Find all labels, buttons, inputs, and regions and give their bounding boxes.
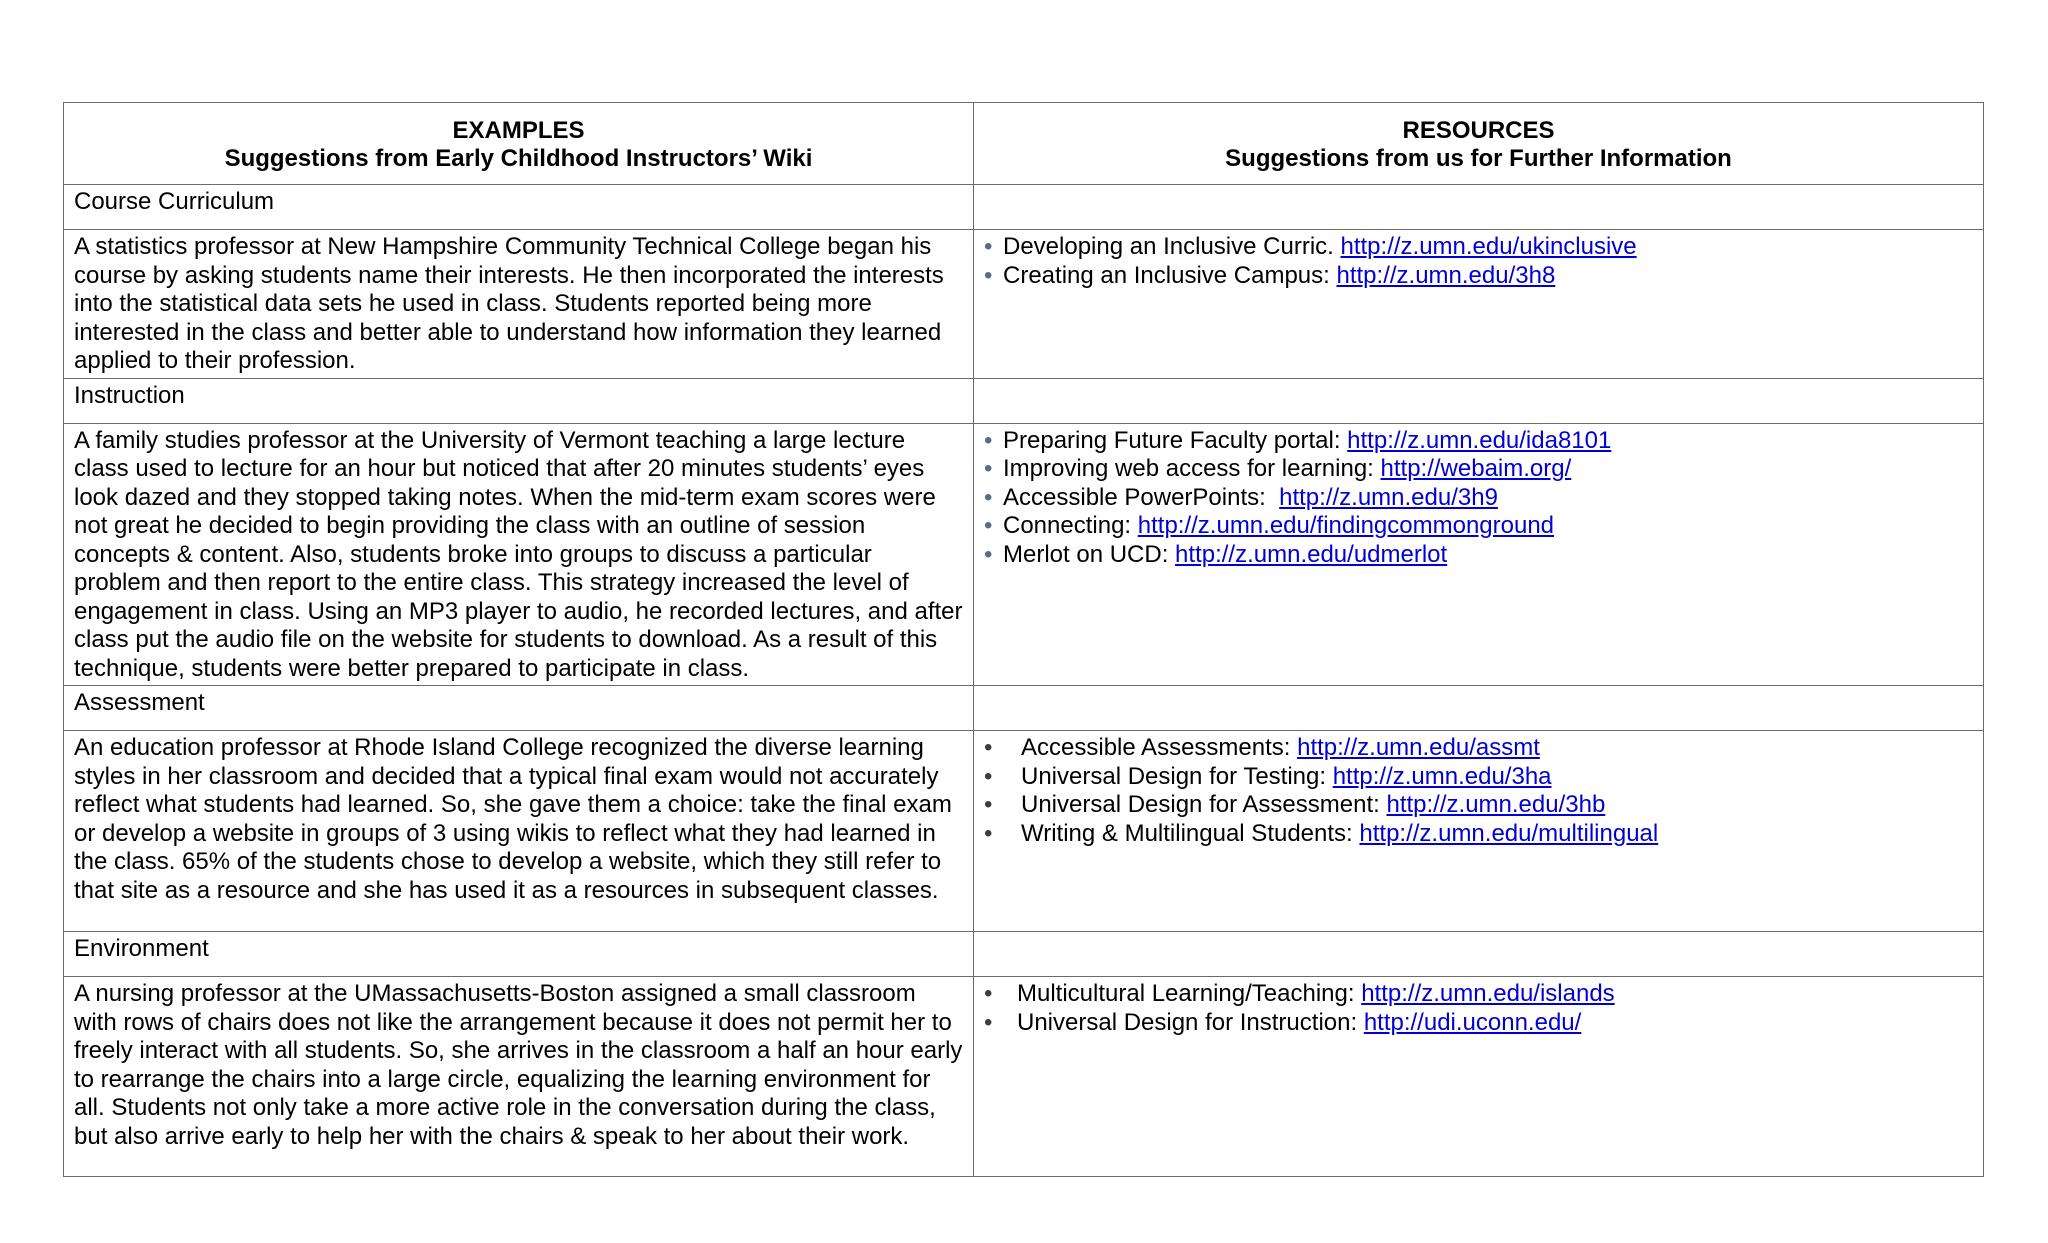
resource-link[interactable]: http://webaim.org/ (1380, 455, 1572, 482)
resource-item (984, 541, 1973, 570)
resource-link[interactable]: http://z.umn.edu/islands (1361, 980, 1615, 1007)
resource-list (984, 427, 1973, 570)
resource-item (984, 427, 1973, 456)
section-row-course-curriculum (64, 185, 1984, 230)
examples-header (64, 103, 974, 185)
resource-item (984, 262, 1973, 291)
section-title: Environment (64, 932, 974, 977)
resource-label: Accessible PowerPoints: (1003, 483, 1280, 511)
bullet-icon: • (984, 540, 993, 568)
resource-label: Connecting: (1003, 512, 1138, 539)
bullet-icon: • (984, 819, 993, 847)
bullet-icon: • (984, 455, 993, 482)
examples-title: EXAMPLES (452, 116, 585, 144)
bullet-icon: • (984, 483, 993, 511)
section-row-instruction (64, 378, 1984, 423)
resource-label: Creating an Inclusive Campus: (1003, 261, 1337, 289)
resource-label: Multicultural Learning/Teaching: (1017, 980, 1362, 1007)
resource-item (984, 980, 1973, 1009)
section-row-assessment (64, 686, 1984, 731)
resource-label: Universal Design for Instruction: (1017, 1008, 1364, 1036)
resource-link[interactable]: http://z.umn.edu/ukinclusive (1340, 233, 1637, 260)
resource-item (984, 791, 1973, 820)
resource-label: Preparing Future Faculty portal: (1003, 426, 1348, 454)
example-text: A nursing professor at the UMassachusetts-Boston assigned a small classroom with rows of chairs does not like the arrangement because it does not permit her to freely interact with all students. So, she arrives in the classroom a half an hour early to rearrange the chairs into a large circle, equalizing the learning environment for all. Students not only take a more active role in the conversation during the class, but also arrive early to help her with the chairs & speak to her about their work. (64, 977, 974, 1177)
resources-title: RESOURCES (1402, 116, 1555, 144)
resource-list (984, 980, 1973, 1037)
content-row-instruction (64, 423, 1984, 686)
resource-link[interactable]: http://udi.uconn.edu/ (1363, 1008, 1582, 1036)
examples-subtitle: Suggestions from Early Childhood Instructors’ Wiki (224, 145, 813, 172)
resource-link[interactable]: http://z.umn.edu/3ha (1332, 762, 1552, 790)
examples-resources-table (63, 102, 1984, 1177)
resource-label: Improving web access for learning: (1003, 455, 1381, 482)
resource-link[interactable]: http://z.umn.edu/findingcommonground (1137, 512, 1555, 539)
resource-link[interactable]: http://z.umn.edu/multilingual (1359, 819, 1659, 847)
resources-cell (974, 230, 1984, 379)
section-title: Assessment (64, 686, 974, 731)
resource-item (984, 763, 1973, 792)
resource-label: Developing an Inclusive Curric. (1003, 233, 1341, 260)
resource-item (984, 512, 1973, 541)
section-title-empty-cell (974, 185, 1984, 230)
section-title: Instruction (64, 378, 974, 423)
resource-link[interactable]: http://z.umn.edu/3h9 (1279, 483, 1498, 511)
section-title: Course Curriculum (64, 185, 974, 230)
bullet-icon: • (984, 762, 993, 790)
bullet-icon: • (984, 734, 993, 761)
section-title-empty-cell (974, 378, 1984, 423)
bullet-icon: • (984, 261, 993, 289)
resource-label: Writing & Multilingual Students: (1021, 819, 1360, 847)
resource-link[interactable]: http://z.umn.edu/3h8 (1336, 261, 1556, 289)
resource-label: Universal Design for Assessment: (1021, 791, 1387, 818)
content-row-environment (64, 977, 1984, 1177)
bullet-icon: • (984, 426, 993, 454)
bullet-icon: • (984, 791, 993, 818)
section-row-environment (64, 932, 1984, 977)
content-row-course-curriculum (64, 230, 1984, 379)
resource-item (984, 734, 1973, 763)
resource-link[interactable]: http://z.umn.edu/udmerlot (1175, 540, 1448, 568)
resource-list (984, 233, 1973, 290)
resources-cell (974, 977, 1984, 1177)
resource-link[interactable]: http://z.umn.edu/assmt (1297, 734, 1540, 761)
resource-item (984, 455, 1973, 484)
resource-label: Accessible Assessments: (1021, 734, 1298, 761)
resource-item (984, 233, 1973, 262)
resources-cell (974, 731, 1984, 932)
section-title-empty-cell (974, 686, 1984, 731)
resource-label: Merlot on UCD: (1003, 540, 1176, 568)
resource-link[interactable]: http://z.umn.edu/ida8101 (1347, 426, 1612, 454)
resource-link[interactable]: http://z.umn.edu/3hb (1386, 791, 1606, 818)
bullet-icon: • (984, 1008, 993, 1036)
resource-list (984, 734, 1973, 848)
header-row (64, 103, 1984, 185)
bullet-icon: • (984, 233, 993, 260)
resources-subtitle: Suggestions from us for Further Information (1225, 145, 1732, 172)
resource-item (984, 484, 1973, 513)
resource-item (984, 1009, 1973, 1038)
resources-cell (974, 423, 1984, 686)
example-text: A statistics professor at New Hampshire Community Technical College began his course by asking students name their interests. He then incorporated the interests into the statistical data sets he used in class. Students reported being more interested in the class and better able to understand how information they learned applied to their profession. (64, 230, 974, 379)
content-row-assessment (64, 731, 1984, 932)
example-text: A family studies professor at the University of Vermont teaching a large lecture class used to lecture for an hour but noticed that after 20 minutes students’ eyes look dazed and they stopped taking notes. When the mid-term exam scores were not great he decided to begin providing the class with an outline of session concepts & content. Also, students broke into groups to discuss a particular problem and then report to the entire class. This strategy increased the level of engagement in class. Using an MP3 player to audio, he recorded lectures, and after class put the audio file on the website for students to download. As a result of this technique, students were better prepared to participate in class. (64, 423, 974, 686)
resource-item (984, 820, 1973, 849)
resource-label: Universal Design for Testing: (1021, 762, 1333, 790)
section-title-empty-cell (974, 932, 1984, 977)
bullet-icon: • (984, 512, 993, 539)
bullet-icon: • (984, 980, 993, 1007)
resources-header (974, 103, 1984, 185)
example-text: An education professor at Rhode Island College recognized the diverse learning styles in her classroom and decided that a typical final exam would not accurately reflect what students had learned. So, she gave them a choice: take the final exam or develop a website in groups of 3 using wikis to reflect what they had learned in the class. 65% of the students chose to develop a website, which they still refer to that site as a resource and she has used it as a resources in subsequent classes. (64, 731, 974, 932)
